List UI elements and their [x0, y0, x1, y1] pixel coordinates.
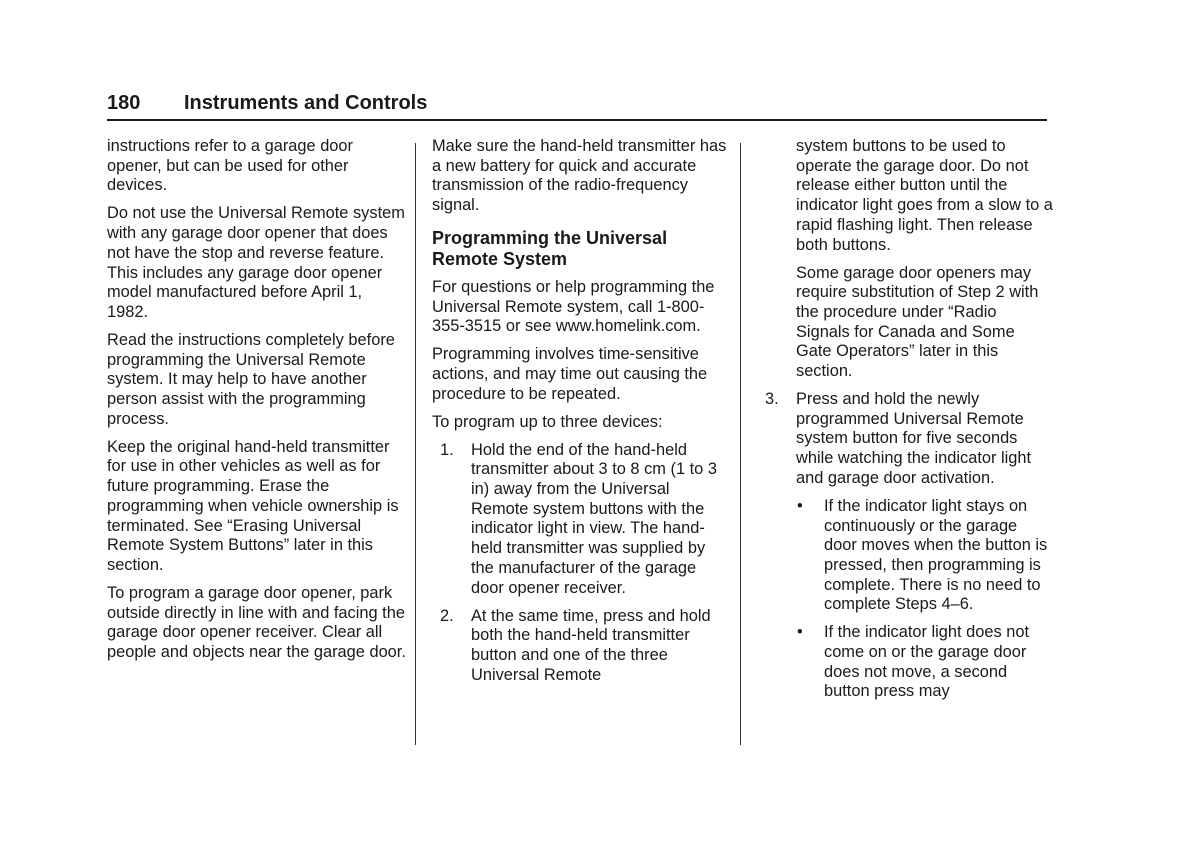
paragraph: Read the instructions completely before programming the Universal Remote system. It may help to have another person assist with the programming process.	[107, 330, 395, 428]
section-title: Instruments and Controls	[184, 92, 428, 114]
numbered-step	[432, 607, 728, 686]
page-header	[107, 89, 1047, 121]
bullet-text: If the indicator light stays on continuously or the garage door moves when the button is pressed, then programming is complete. There is no need to complete Steps 4–6.	[824, 496, 1048, 614]
step-text: At the same time, press and hold both the hand-held transmitter button and one of the three Universal Remote	[471, 606, 711, 684]
numbered-step	[432, 441, 728, 599]
column-divider-2	[740, 143, 741, 745]
column-divider-1	[415, 143, 416, 745]
column-3	[764, 137, 1054, 710]
paragraph: To program up to three devices:	[432, 412, 663, 431]
bullet-item	[764, 497, 1054, 615]
step-continuation: system buttons to be used to operate the garage door. Do not release either button until the indicator light goes from a slow to a rapid flashing light. Then release both buttons.	[796, 137, 1053, 254]
paragraph: Programming involves time-sensitive actions, and may time out causing the procedure to be repeated.	[432, 345, 708, 403]
paragraph: Make sure the hand-held transmitter has a new battery for quick and accurate transmission of the radio-frequency signal.	[432, 137, 727, 215]
step-text: Hold the end of the hand-held transmitter about 3 to 8 cm (1 to 3 in) away from the Universal Remote system buttons with the indicator light in view. The hand-held transmitter was supplied by the manufacturer of the garage door opener receiver.	[471, 440, 717, 597]
bullet-text: If the indicator light does not come on or the garage door does not move, a second button press may	[824, 623, 1030, 701]
column-2	[432, 137, 728, 694]
numbered-step	[764, 390, 1054, 489]
subheading: Programming the Universal Remote System	[432, 227, 668, 269]
paragraph: To program a garage door opener, park outside directly in line with and facing the garage door opener receiver. Clear all people and objects near the garage door.	[107, 583, 406, 662]
paragraph: For questions or help programming the Universal Remote system, call 1-800-355-3515 or see www.homelink.com.	[432, 277, 715, 336]
step-number: 1.	[440, 440, 454, 459]
paragraph: instructions refer to a garage door opener, but can be used for other devices.	[107, 137, 353, 195]
bullet-icon: •	[797, 623, 803, 642]
step-number: 3.	[765, 390, 779, 409]
bullet-icon: •	[797, 496, 803, 515]
column-1	[107, 137, 407, 671]
page-number: 180	[107, 92, 141, 114]
step-text: Press and hold the newly programmed Universal Remote system button for five seconds while watching the indicator light and garage door activation.	[796, 390, 1032, 487]
paragraph: Keep the original hand-held transmitter for use in other vehicles as well as for future programming. Erase the programming when vehicle ownership is terminated. See “Erasing Universal Remote System Buttons” later in this section.	[107, 437, 399, 574]
step-number: 2.	[440, 606, 454, 625]
bullet-item	[764, 623, 1054, 702]
paragraph: Do not use the Universal Remote system with any garage door opener that does not have the stop and reverse feature. This includes any garage door opener model manufactured before April 1, 1982.	[107, 204, 405, 321]
step-note: Some garage door openers may require substitution of Step 2 with the procedure under “Radio Signals for Canada and Some Gate Operators” later in this section.	[796, 263, 1039, 381]
